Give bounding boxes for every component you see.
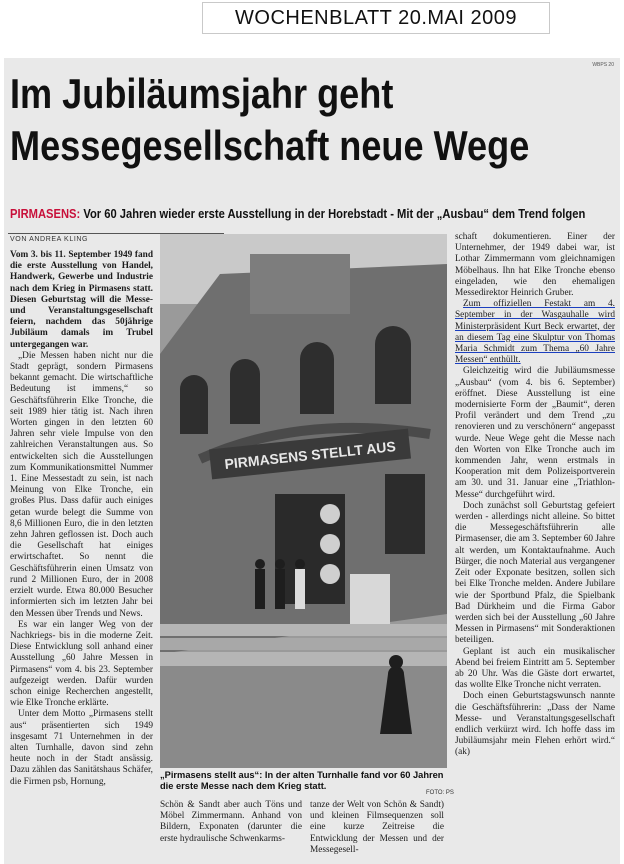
turnhalle-photo-illustration [160, 234, 447, 768]
paragraph: Schön & Sandt aber auch Töns und Möbel Zimmermann. Anhand von Bildern, Exponaten (darunter die erste hydraulische Schwenkarms- [160, 800, 302, 844]
subheadline-place: PIRMASENS: [10, 206, 81, 221]
caption-lead: „Pirmasens stellt aus“: [160, 770, 263, 780]
paragraph: Doch einen Geburtstagswunsch nannte die Geschäftsführerin: „Dass der Name Messe- und Veranstaltungsgesellschaft endlich verkürzt wird. Ich hoffe dass im Jubiläumsjahr mein Flehen erhört wird.“ (ak) [455, 691, 615, 758]
paragraph: Gleichzeitig wird die Jubiläumsmesse „Ausbau“ (vom 4. bis 6. September) eröffnet. Diese Ausstellung ist eine modernisierte Form der „Baumit“, deren Profil verändert und dem Trend „zu renovieren und zu verschönern“ angepasst wurde. Neue Wege geht die Messe nach den Worten von Elke Tronche auch im kommenden Jahr, wenn erstmals in Kooperation mit dem Polizeisportverein am 30. und 31. Januar eine „Triathlon-Messe“ durchgeführt wird. [455, 366, 615, 500]
highlighted-paragraph: Zum offiziellen Festakt am 4. September in der Wasgauhalle wird Ministerpräsident Kurt Beck erwartet, der an diesem Tag eine Skulptur von Thomas Maria Schmidt zum Thema „60 Jahre Messen“ enthüllt. [455, 299, 615, 366]
source-stamp: WOCHENBLATT 20.MAI 2009 [202, 2, 550, 34]
subheadline [10, 206, 585, 221]
historic-photo [160, 234, 447, 768]
paragraph: „Die Messen haben nicht nur die Stadt geprägt, sondern Pirmasens bekannt gemacht. Die wirtschaftliche Bedeutung ist immens,“ so Geschäftsführerin Elke Tronche, die seit 1989 hier tätig ist. Nach ihren Worten gingen in den letzten 60 Jahren sehr viele Impulse von den zahlreichen Veranstaltungen aus. So entwickelten sich die Ausstellungen zum Kommunikationsmittel Nummer 1. Eine Messestadt zu sein, ist nach Meinung von Elke Tronche, ein großes Plus. Dass dafür auch einiges getan wurde belegt die Summe von 8,6 Millionen Euro, die in den letzten zehn Jahren geflossen ist. Doch auch die Gesellschaft hat einiges erwirtschaftet. So nennt die Geschäftsführerin einen Umsatz von rund 2 Millionen Euro, der in 2008 erzielt wurde. Etwa 80.000 Besucher informierten sich im letzten Jahr bei den Messen über Trends und News. [10, 350, 153, 619]
article-column-1 [10, 250, 153, 788]
subheadline-text: Vor 60 Jahren wieder erste Ausstellung in der Horebstadt - Mit der „Ausbau“ dem Trend folgen [83, 206, 586, 221]
paragraph: tanze der Welt von Schön & Sandt) und kleinen Filmsequenzen soll eine kurze Zeitreise die Entwicklung der Messen und der Messegesell- [310, 800, 444, 855]
lead-paragraph: Vom 3. bis 11. September 1949 fand die erste Ausstellung von Handel, Handwerk, Gewerbe und Industrie nach dem Krieg in Pirmasens statt. Diesen Geburtstag will die Messe- und Veranstaltungsgesellschaft feiern, nachdem das 50jährige Jubiläum damals im Trubel untergegangen war. [10, 250, 153, 350]
article-column-3 [310, 800, 444, 856]
photo-credit: FOTO: PS [426, 790, 454, 796]
paragraph: Unter dem Motto „Pirmasens stellt aus“ präsentierten sich 1949 insgesamt 71 Unternehmen in der alten Turnhalle, davon sind zehn heute noch in der Stadt ansässig. Dazu zählen das Sanitätshaus Schäfer, die Firmen psb, Hornung, [10, 709, 153, 787]
article-column-4 [455, 232, 615, 759]
paragraph: schaft dokumentieren. Einer der Unternehmer, der 1949 dabei war, ist Lothar Zimmermann vom gleichnamigen Möbelhaus. Ihn hat Elke Tronche ebenso eingeladen, wie den ehemaligen Messedirektor Heinrich Gruber. [455, 232, 615, 299]
caption-text: In der alten Turnhalle fand vor 60 Jahren die erste Messe nach dem Krieg statt. [160, 770, 444, 791]
photo-caption [160, 770, 447, 792]
headline-line-2: Messegesellschaft neue Wege [10, 122, 530, 169]
article-column-2 [160, 800, 302, 845]
byline: VON ANDREA KLING [10, 236, 89, 243]
paragraph: Es war ein langer Weg von der Nachkriegs- bis in die moderne Zeit. Diese Entwicklung soll anhand einer Ausstellung „60 Jahre Messen in Pirmasens“ vom 4. bis 23. September aufgezeigt werden. Dafür wurden schon einige Recherchen angestellt, wie Elke Tronche erklärte. [10, 619, 153, 709]
headline [10, 68, 531, 172]
photo-sign-text: PIRMASENS STELLT AUS [223, 438, 397, 472]
headline-line-1: Im Jubiläumsjahr geht [10, 70, 394, 117]
paragraph: Geplant ist auch ein musikalischer Abend bei freiem Eintritt am 5. September ab 20 Uhr. Was die Gäste dort erwartet, das wollte Elke Tronche nicht verraten. [455, 646, 615, 691]
paragraph: Doch zunächst soll Geburtstag gefeiert werden - allerdings nicht alleine. So bittet die Messegeschäftsführerin alle Pirmasenser, die am 3. September 60 Jahre alt werden, um Kontaktaufnahme. Auch Bürger, die noch Material aus vergangener Zeit oder Exponate besitzen, sollen sich bei Elke Tronche melden. Andere Jubilare wie der Sportbund Pfalz, die Spielbank Bad Dürkheim und die Firma Gabor werden sich bei der Ausstellung „60 Jahre Messen in Pirmasens“ mit Sonderaktionen beteiligen. [455, 500, 615, 646]
page-code: WBPS 20 [592, 62, 614, 68]
